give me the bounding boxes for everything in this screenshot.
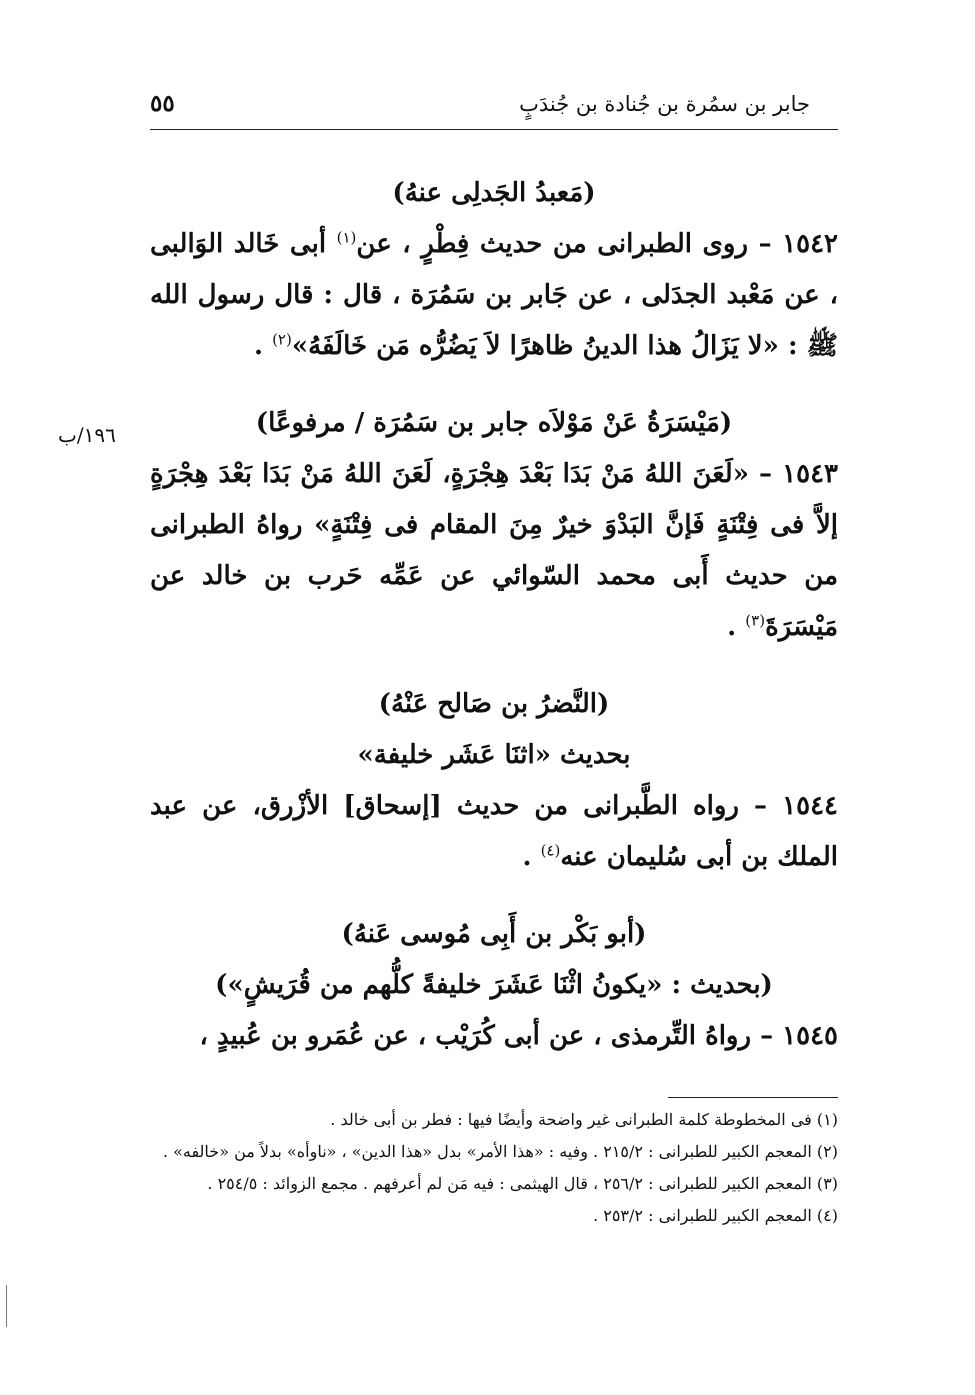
paragraph-text: ١٥٤٢ – روى الطبرانى من حديث فِطْرٍ ، عن bbox=[356, 229, 838, 259]
paragraph-text: . bbox=[727, 612, 746, 642]
section-heading: (النَّضرُ بن صَالح عَنْهُ) bbox=[378, 689, 610, 719]
section-heading: (مَعبدُ الجَدلِى عنهُ) bbox=[392, 178, 596, 208]
spacer bbox=[150, 883, 838, 909]
footnote-ref: (٤) bbox=[540, 841, 561, 860]
footnotes bbox=[150, 1106, 838, 1234]
footnote-item: (١) فى المخطوطة كلمة الطبرانى غير واضحة وأيضًا فيها : فطر بن أبى خالد . bbox=[330, 1110, 838, 1129]
footnote-ref: (٣) bbox=[745, 611, 766, 630]
spacer bbox=[150, 372, 838, 398]
section-subheading: (بحديث : «يكونُ اثْنَا عَشَرَ خليفةً كلُّهم من قُرَيشٍ») bbox=[215, 970, 773, 1000]
margin-folio-note: ١٩٦/ب bbox=[58, 423, 116, 447]
hadith-paragraph bbox=[150, 219, 838, 372]
hadith-paragraph bbox=[150, 449, 838, 653]
running-header bbox=[150, 88, 838, 128]
spacer bbox=[150, 653, 838, 679]
section-heading: (أبو بَكْر بن أَبِى مُوسى عَنهُ) bbox=[341, 919, 647, 949]
paragraph-text: أبى خَالد الوَالبى ، عن مَعْبد الجدَلى ، عن جَابر بن سَمُرَة ، قال : قال رسول الله ﷺ : «لا يَزَالُ هذا الدينُ ظاهرًا لاَ يَضُرُّه مَن خَالَفَهُ» bbox=[150, 229, 838, 361]
paragraph-text: ١٥٤٥ – رواهُ التِّرمذى ، عن أبى كُرَيْب ، عن عُمَرو بن عُبيدٍ ، bbox=[199, 1021, 838, 1051]
footnote-item: (٢) المعجم الكبير للطبرانى : ٢١٥/٢ . وفيه : «هذا الأمر» بدل «هذا الدين» ، «ناوأه» بدلاً من «خالفه» . bbox=[162, 1142, 838, 1161]
paragraph-text: ١٥٤٣ – «لَعَنَ اللهُ مَنْ بَدَا بَعْدَ هِجْرَةٍ، لَعَنَ اللهُ مَنْ بَدَا بَعْدَ هِجْرَةٍ إلاَّ فى فِتْنَةٍ فَإنَّ البَدْوَ خيرٌ مِنَ المقام فى فِتْنَةٍ» رواهُ الطبرانى من حديث أَبى محمد السّوائي عن عَمِّه حَرب بن خالد عن مَيْسَرَةَ bbox=[150, 459, 838, 642]
hadith-paragraph bbox=[150, 1011, 838, 1062]
footnote-item: (٤) المعجم الكبير للطبرانى : ٢٥٣/٢ . bbox=[593, 1206, 838, 1225]
paragraph-text: ١٥٤٤ – رواه الطَّبرانى من حديث [إسحاق] الأزْرق، عن عبد الملك بن أبى سُليمان عنه bbox=[150, 791, 838, 872]
footnote-ref: (١) bbox=[336, 228, 357, 247]
paragraph-text: . bbox=[253, 331, 273, 361]
scan-edge-mark bbox=[6, 1285, 7, 1327]
page-number: ٥٥ bbox=[150, 90, 175, 117]
footnote-ref: (٢) bbox=[272, 330, 292, 349]
header-divider bbox=[150, 129, 838, 130]
footnote-divider bbox=[668, 1097, 838, 1098]
section-subheading: بحديث «اثنَا عَشَر خليفة» bbox=[357, 740, 631, 770]
section-heading: (مَيْسَرَةُ عَنْ مَوْلاَه جابر بن سَمُرَة / مرفوعًا) bbox=[255, 408, 733, 438]
main-text bbox=[150, 168, 838, 1062]
paragraph-text: . bbox=[522, 842, 541, 872]
hadith-paragraph bbox=[150, 781, 838, 883]
running-title: جابر بن سمُرة بن جُنادة بن جُندَبٍ bbox=[519, 92, 810, 116]
footnote-item: (٣) المعجم الكبير للطبرانى : ٢٥٦/٢ ، قال الهيثمى : فيه مَن لم أعرفهم . مجمع الزوائد : ٢٥٤/٥ . bbox=[207, 1174, 838, 1193]
